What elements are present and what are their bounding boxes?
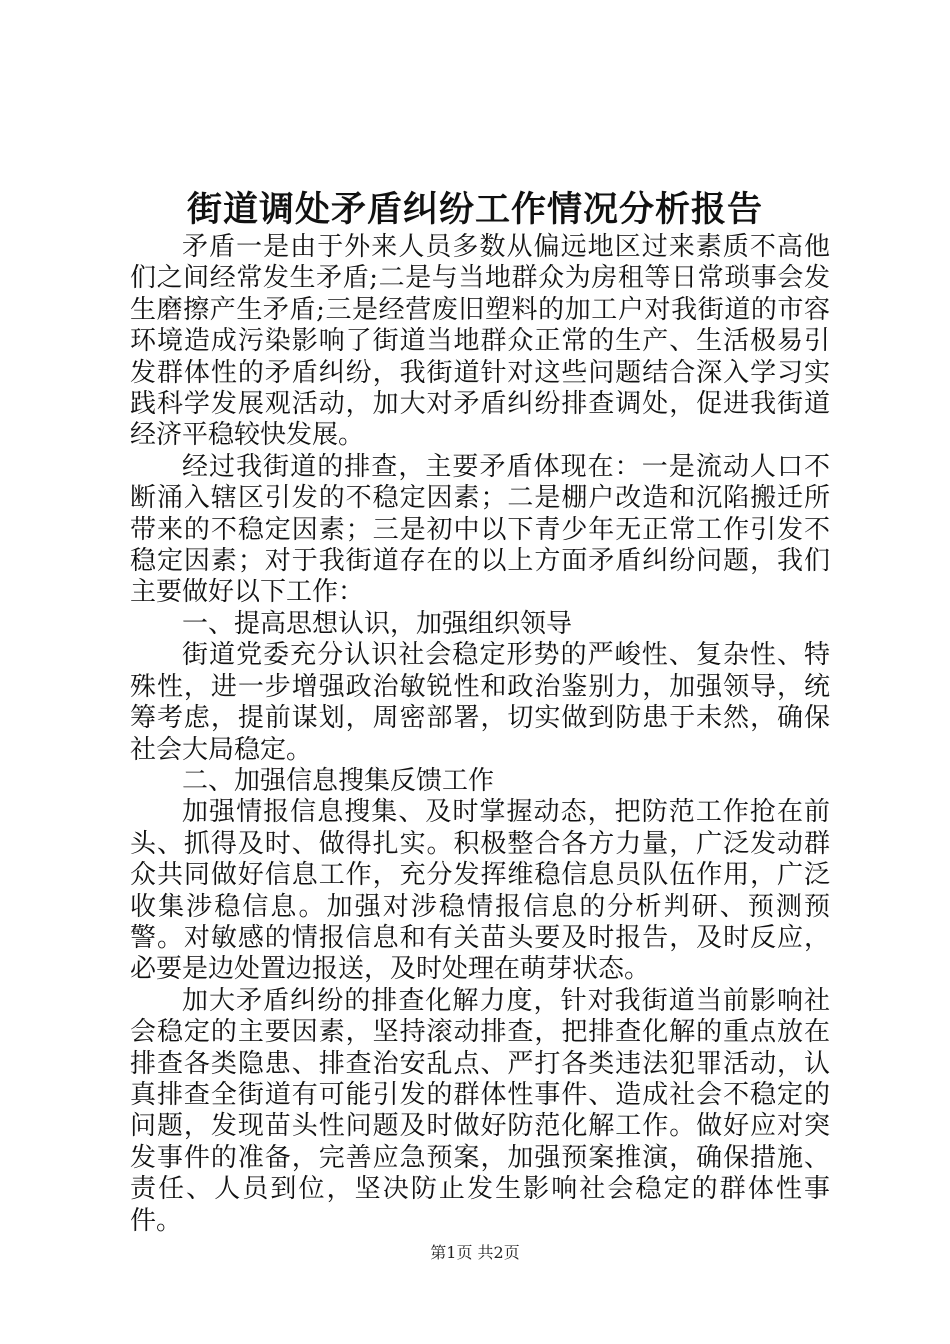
paragraph-intro: 矛盾一是由于外来人员多数从偏远地区过来素质不高他们之间经常发生矛盾;二是与当地群众为房租等日常琐事会发生磨擦产生矛盾;三是经营废旧塑料的加工户对我街道的市容环境造成污染影响了街道当地群众正常的生产、生活极易引发群体性的矛盾纠纷，我街道针对这些问题结合深入学习实践科学发展观活动，加大对矛盾纠纷排查调处，促进我街道经济平稳较快发展。 [130,232,830,451]
section-heading-1: 一、提高思想认识，加强组织领导 [182,608,573,639]
paragraph-section-1: 街道党委充分认识社会稳定形势的严峻性、复杂性、特殊性，进一步增强政治敏锐性和政治鉴别力，加强领导，统筹考虑，提前谋划，周密部署，切实做到防患于未然，确保社会大局稳定。 [130,640,830,765]
document-body [130,232,830,1237]
paragraph-section-2: 加强情报信息搜集、及时掌握动态，把防范工作抢在前头、抓得及时、做得扎实。积极整合各方力量，广泛发动群众共同做好信息工作，充分发挥维稳信息员队伍作用，广泛收集涉稳信息。加强对涉稳情报信息的分析判研、预测预警。对敏感的情报信息和有关苗头要及时报告，及时反应，必要是边处置边报送，及时处理在萌芽状态。 [130,797,830,985]
paragraph-investigation: 经过我街道的排查，主要矛盾体现在：一是流动人口不断涌入辖区引发的不稳定因素；二是棚户改造和沉陷搬迁所带来的不稳定因素；三是初中以下青少年无正常工作引发不稳定因素；对于我街道存在的以上方面矛盾纠纷问题，我们主要做好以下工作： [130,451,830,608]
page-number-footer: 第1页 共2页 [430,1243,520,1262]
paragraph-section-2-continued: 加大矛盾纠纷的排查化解力度，针对我街道当前影响社会稳定的主要因素，坚持滚动排查，把排查化解的重点放在排查各类隐患、排查治安乱点、严打各类违法犯罪活动，认真排查全街道有可能引发的群体性事件、造成社会不稳定的问题，发现苗头性问题及时做好防范化解工作。做好应对突发事件的准备，完善应急预案，加强预案推演，确保措施、责任、人员到位，坚决防止发生影响社会稳定的群体性事件。 [130,985,830,1236]
document-title: 街道调处矛盾纠纷工作情况分析报告 [186,189,763,230]
section-heading-2: 二、加强信息搜集反馈工作 [182,765,495,796]
